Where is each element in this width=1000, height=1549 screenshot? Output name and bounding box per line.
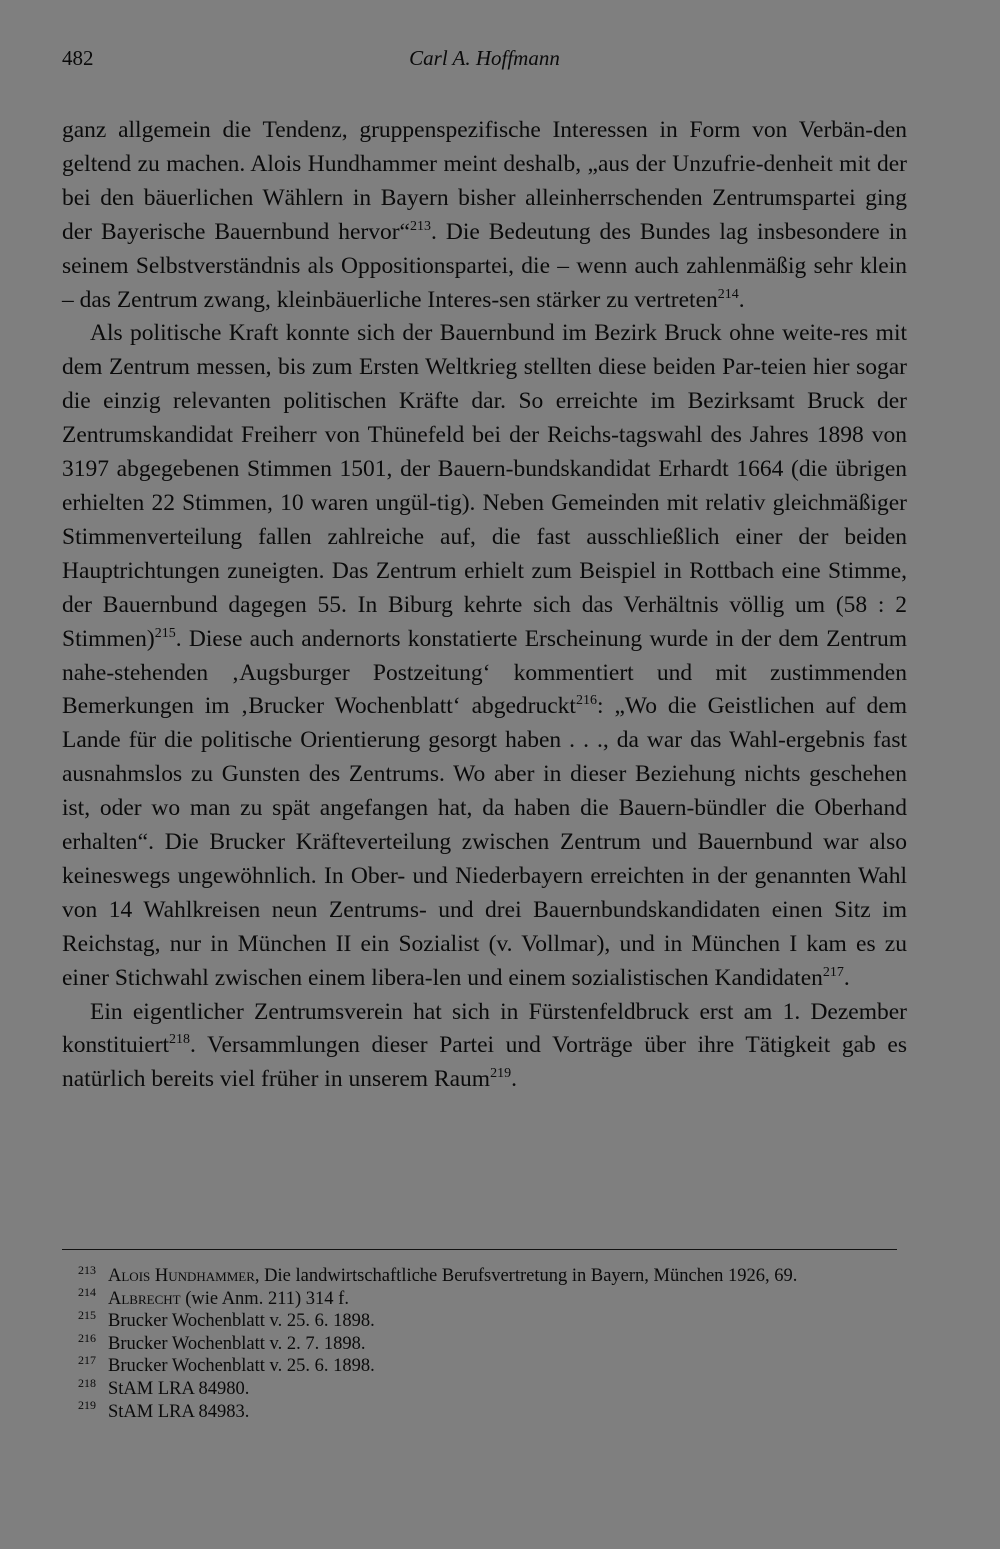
body-paragraph — [62, 114, 907, 317]
body-paragraph — [62, 317, 907, 995]
footnote-217 — [62, 1355, 907, 1378]
footnote-text: Brucker Wochenblatt v. 25. 6. 1898. — [108, 1356, 375, 1377]
body-text-run: ganz allgemein die Tendenz, gruppenspezifische Interessen in Form von Verbän-den geltend zu machen. Alois Hundhammer meint deshalb, „aus der Unzufrie-denheit mit der bei den bäuerlichen Wählern in Bayern bisher alleinherrschenden Zentrumspartei ging der Bayerische Bauernbund hervor“ — [62, 117, 907, 245]
footnote-number: 217 — [78, 1353, 96, 1368]
body-text-run: Ein eigentlicher Zentrumsverein hat sich in Fürstenfeldbruck erst am 1. Dezember konstituiert — [62, 998, 907, 1059]
footnote-reference[interactable]: 214 — [717, 286, 739, 302]
body-text-run: . Versammlungen dieser Partei und Vorträge über ihre Tätigkeit gab es natürlich bereits viel früher in unserem Raum — [62, 1032, 907, 1093]
footnote-text: StAM LRA 84983. — [108, 1401, 250, 1422]
footnote-text: StAM LRA 84980. — [108, 1378, 250, 1399]
footnote-author: Alois Hundhammer — [108, 1266, 255, 1286]
footnote-number: 218 — [78, 1375, 96, 1390]
footnote-number: 216 — [78, 1330, 96, 1345]
footnote-216 — [62, 1330, 907, 1356]
footnote-text: Brucker Wochenblatt v. 2. 7. 1898. — [108, 1333, 366, 1354]
body-text-run: . — [843, 964, 850, 991]
footnote-reference[interactable]: 213 — [409, 218, 431, 234]
footnote-reference[interactable]: 218 — [169, 1032, 191, 1048]
footnote-214 — [62, 1285, 907, 1311]
body-text-run: . — [511, 1066, 517, 1093]
footnote-text: Brucker Wochenblatt v. 25. 6. 1898. — [108, 1311, 375, 1332]
footnote-number: 215 — [78, 1308, 96, 1323]
body-text-run: : „Wo die Geistlichen auf dem Lande für die politische Orientierung gesorgt haben . . ., da war das Wahl-ergebnis fast ausnahmslos zu Gunsten des Zentrums. Wo aber in dieser Beziehung nichts geschehen ist, oder wo man zu spät angefangen hat, da haben die Bauern-bündler die Oberhand erhalten“. Die Brucker Kräfteverteilung zwischen Zentrum und Bauernbund war also keineswegs ungewöhnlich. In Ober- und Niederbayern erreichten in der genannten Wahl von 14 Wahlkreisen neun Zentrums- und drei Bauernbundskandidaten einen Sitz im Reichstag, nur in München II ein Sozialist (v. Vollmar), und in München I kam es zu einer Stichwahl zwischen einem libera-len und einem sozialistischen Kandidaten — [62, 693, 907, 991]
body-text-run: Als politische Kraft konnte sich der Bauernbund im Bezirk Bruck ohne weite-res mit dem Zentrum messen, bis zum Ersten Weltkrieg stellten diese beiden Par-teien hier sogar die einzig relevanten politischen Kräfte dar. So erreichte im Bezirksamt Bruck der Zentrumskandidat Freiherr von Thünefeld bei der Reichs-tagswahl des Jahres 1898 von 3197 abgegebenen Stimmen 1501, der Bauern-bundskandidat Erhardt 1664 (die übrigen erhielten 22 Stimmen, 10 waren ungül-tig). Neben Gemeinden mit relativ gleichmäßiger Stimmenverteilung fallen zahlreiche auf, die fast ausschließlich einer der beiden Hauptrichtungen zuneigten. Das Zentrum erhielt zum Beispiel in Rottbach eine Stimme, der Bauernbund dagegen 55. In Biburg kehrte sich das Verhältnis völlig um (58 : 2 Stimmen) — [62, 320, 907, 652]
footnote-reference[interactable]: 219 — [490, 1066, 512, 1082]
footnote-215 — [62, 1310, 907, 1333]
book-page — [62, 0, 907, 1549]
running-title: Carl A. Hoffmann — [409, 46, 560, 70]
running-head — [62, 46, 907, 76]
body-text-run: . Die Bedeutung des Bundes lag insbesondere in seinem Selbstverständnis als Oppositionspartei, die – wenn auch zahlenmäßig sehr klein – das Zentrum zwang, kleinbäuerliche Interes-sen stärker zu vertreten — [62, 218, 907, 313]
body-paragraph — [62, 996, 907, 1098]
footnote-219 — [62, 1398, 907, 1424]
footnote-reference[interactable]: 217 — [822, 964, 844, 980]
footnote-author: Albrecht — [108, 1288, 181, 1309]
body-text-run: . Diese auch andernorts konstatierte Erscheinung wurde in der dem Zentrum nahe-stehenden ‚Augsburger Postzeitung‘ kommentiert und mit zustimmenden Bemerkungen im ‚Brucker Wochenblatt‘ abgedruckt — [62, 625, 907, 720]
footnote-number: 219 — [78, 1398, 96, 1413]
footnote-text: (wie Anm. 211) 314 f. — [180, 1288, 349, 1309]
footnote-divider — [62, 1249, 897, 1250]
footnote-reference[interactable]: 215 — [154, 625, 176, 641]
body-text — [62, 114, 907, 1097]
footnotes — [62, 1262, 907, 1423]
footnote-number: 213 — [78, 1262, 96, 1277]
footnote-number: 214 — [78, 1285, 96, 1300]
footnote-218 — [62, 1375, 907, 1401]
page-number: 482 — [62, 46, 94, 70]
body-text-run: . — [738, 286, 745, 313]
footnote-reference[interactable]: 216 — [575, 693, 597, 709]
footnote-text: , Die landwirtschaftliche Berufsvertretung in Bayern, München 1926, 69. — [254, 1266, 798, 1286]
footnote-213 — [62, 1262, 907, 1288]
